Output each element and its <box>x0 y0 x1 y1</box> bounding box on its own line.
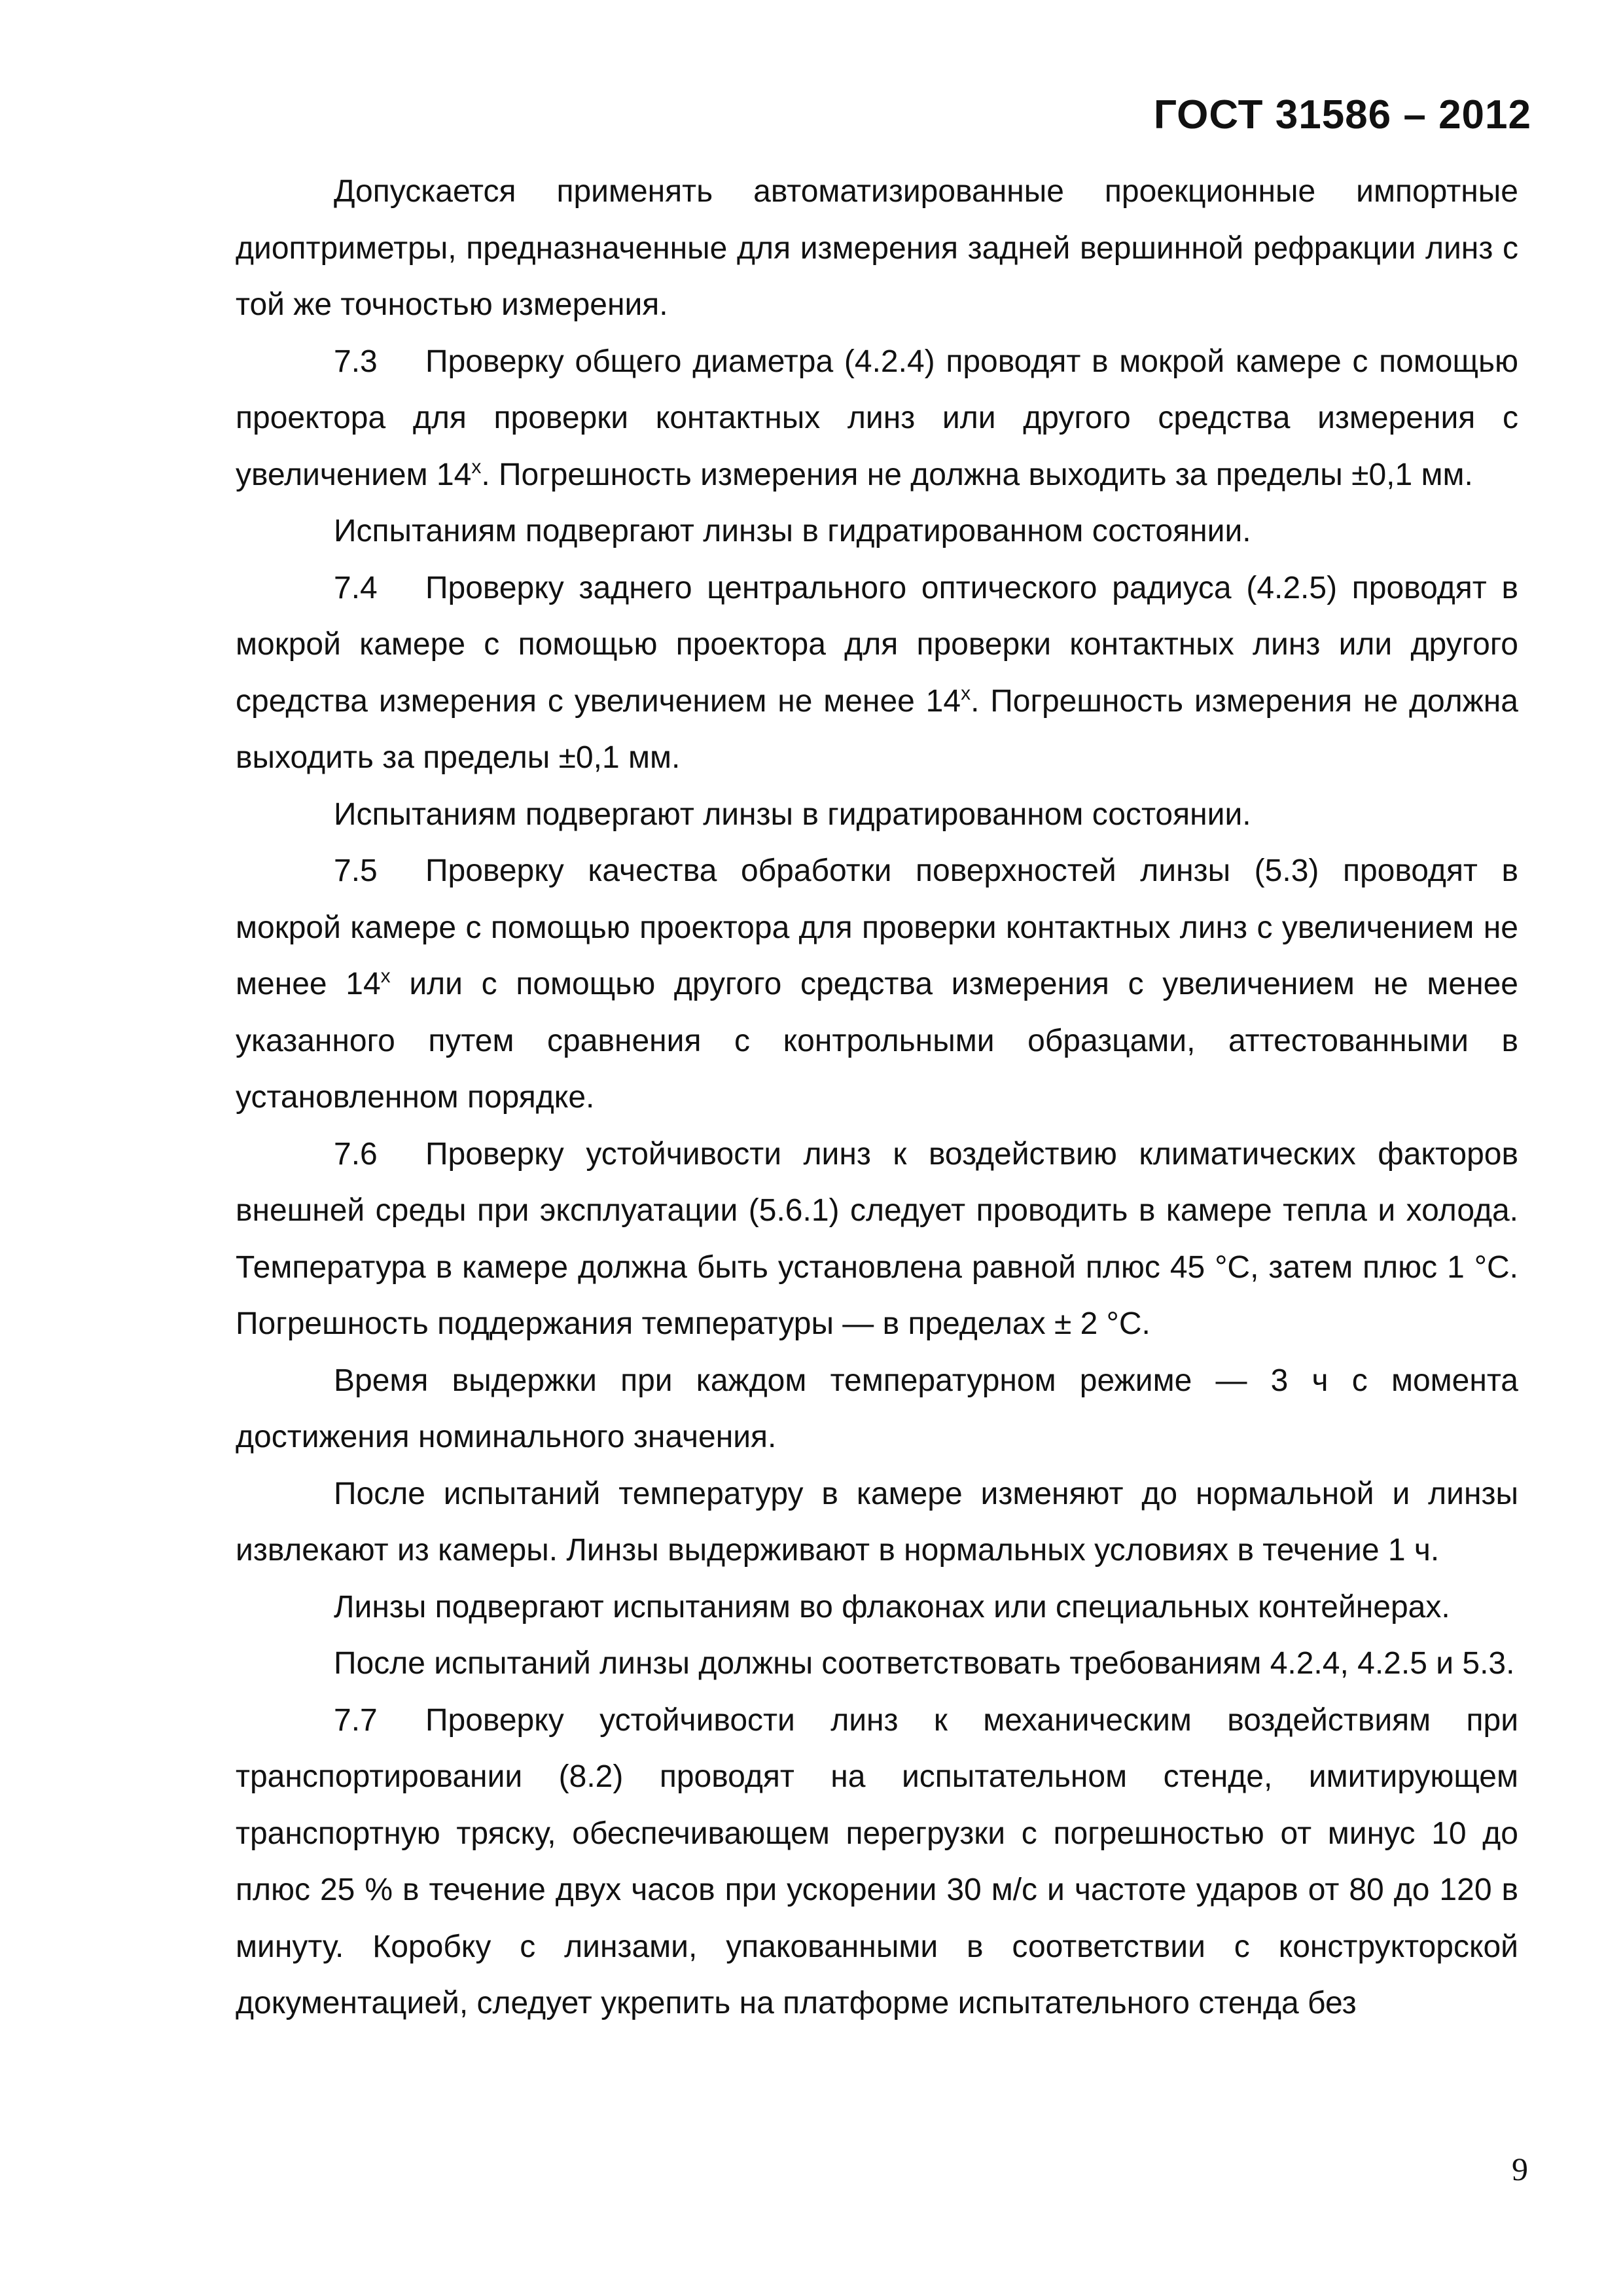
paragraph-text: или с помощью другого средства измерения с увеличением не менее указанного путем сравнения с контрольными образцами, аттестованными в установленном порядке. <box>236 967 1519 1115</box>
document-body <box>236 164 1518 2032</box>
paragraph-7-3 <box>236 334 1518 504</box>
paragraph-7-6 <box>236 1126 1518 1353</box>
paragraph-requirements <box>236 1636 1518 1693</box>
paragraph-text: Проверку заднего центрального оптического радиуса (4.2.5) проводят в мокрой камере с помощью проектора для проверки контактных линз или другого средства измерения с увеличением не менее 14 <box>236 570 1518 719</box>
paragraph-hydrated-note-1 <box>236 503 1518 560</box>
magnification-superscript: x <box>471 456 482 478</box>
page-number: 9 <box>1512 2151 1528 2187</box>
paragraph-containers <box>236 1579 1518 1636</box>
paragraph-diopter-note <box>236 164 1518 334</box>
paragraph-text: Проверку качества обработки поверхностей линзы (5.3) проводят в мокрой камере с помощью проектора для проверки контактных линз с увеличением не менее 14 <box>236 853 1518 1001</box>
clause-number: 7.6 <box>334 1136 378 1172</box>
document-header: ГОСТ 31586 – 2012 <box>1153 92 1531 137</box>
paragraph-7-5 <box>236 843 1518 1126</box>
paragraph-hydrated-note-2 <box>236 787 1518 844</box>
paragraph-text: После испытаний температуру в камере изменяют до нормальной и линзы извлекают из камеры. Линзы выдерживают в нормальных условиях в течение 1 ч. <box>236 1476 1518 1568</box>
paragraph-text: . Погрешность измерения не должна выходить за пределы ±0,1 мм. <box>481 457 1473 492</box>
clause-number: 7.3 <box>334 344 378 379</box>
paragraph-after-test <box>236 1466 1518 1579</box>
magnification-superscript: x <box>961 682 971 704</box>
paragraph-text: После испытаний линзы должны соответствовать требованиям 4.2.4, 4.2.5 и 5.3. <box>334 1646 1515 1681</box>
clause-number: 7.4 <box>334 570 378 605</box>
paragraph-text: Испытаниям подвергают линзы в гидратированном состоянии. <box>334 797 1251 832</box>
paragraph-exposure-time <box>236 1353 1518 1466</box>
magnification-superscript: x <box>380 965 391 987</box>
paragraph-text: Проверку устойчивости линз к воздействию климатических факторов внешней среды при эксплуатации (5.6.1) следует проводить в камере тепла и холода. Температура в камере должна быть установлена равной плюс 45 °С, затем плюс 1 °С. Погрешность поддержания температуры — в пределах ± 2 °С. <box>236 1136 1518 1341</box>
clause-number: 7.7 <box>334 1702 378 1738</box>
paragraph-text: Проверку общего диаметра (4.2.4) проводят в мокрой камере с помощью проектора для проверки контактных линз или другого средства измерения с увеличением 14 <box>236 344 1518 492</box>
paragraph-text: Испытаниям подвергают линзы в гидратированном состоянии. <box>334 514 1251 548</box>
paragraph-text: Время выдержки при каждом температурном режиме — 3 ч с момента достижения номинального значения. <box>236 1363 1518 1454</box>
paragraph-7-4 <box>236 560 1518 787</box>
paragraph-7-7 <box>236 1693 1518 2032</box>
paragraph-text: Допускается применять автоматизированные проекционные импортные диоптриметры, предназначенные для измерения задней вершинной рефракции линз с той же точностью измерения. <box>236 174 1518 322</box>
clause-number: 7.5 <box>334 853 378 888</box>
paragraph-text: Проверку устойчивости линз к механическим воздействиям при транспортировании (8.2) проводят на испытательном стенде, имитирующем транспортную тряску, обеспечивающем перегрузки с погрешностью от минус 10 до плюс 25 % в течение двух часов при ускорении 30 м/с и частоте ударов от 80 до 120 в минуту. Коробку с линзами, упакованными в соответствии с конструкторской документацией, следует укрепить на платформе испытательного стенда без <box>236 1702 1518 2020</box>
paragraph-text: Линзы подвергают испытаниям во флаконах или специальных контейнерах. <box>334 1589 1450 1624</box>
paragraph-text: . Погрешность измерения не должна выходить за пределы ±0,1 мм. <box>236 683 1518 775</box>
